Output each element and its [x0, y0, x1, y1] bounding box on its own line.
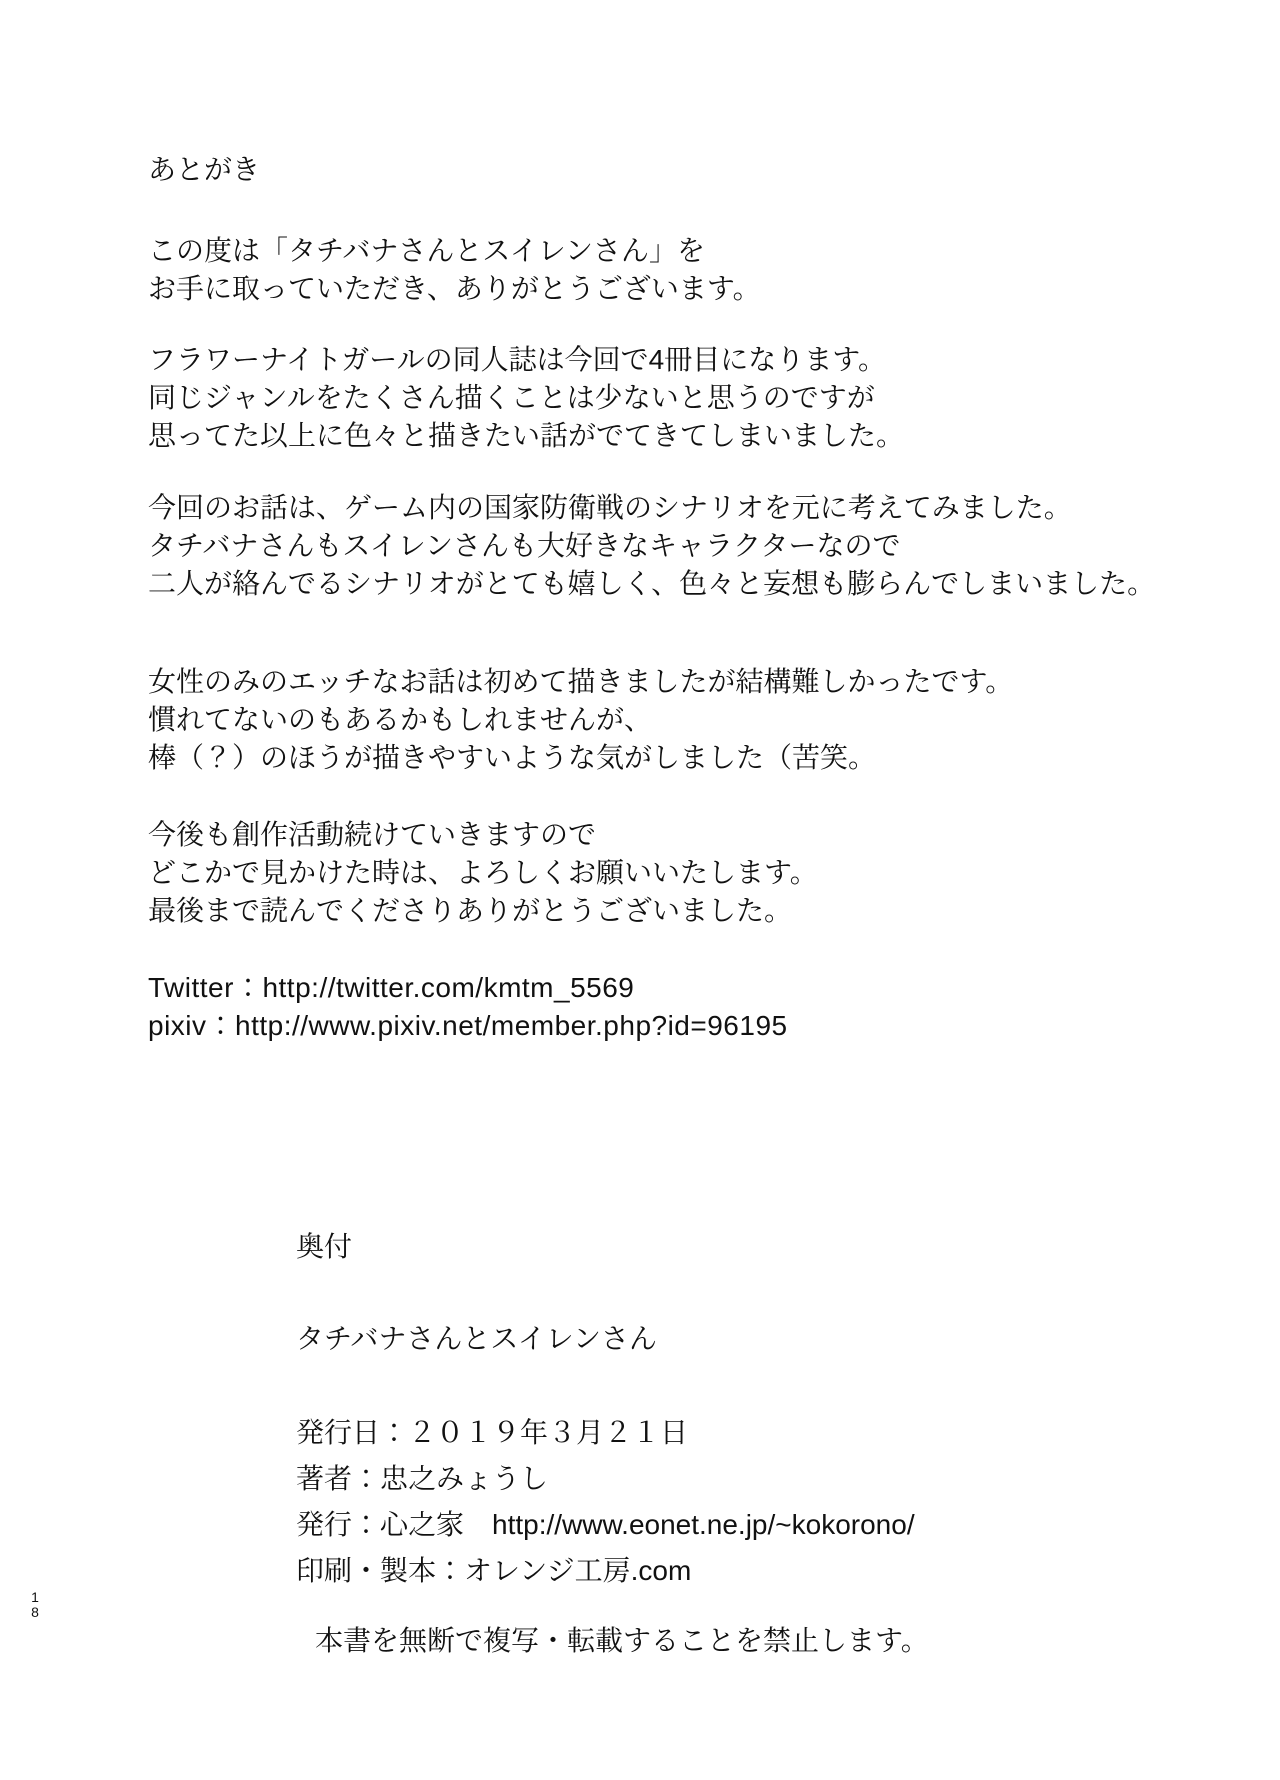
- text-line: フラワーナイトガールの同人誌は今回で4冊目になります。: [148, 344, 886, 375]
- publish-date-line: 発行日：２０１９年３月２１日: [296, 1417, 689, 1448]
- text-line: 慣れてないのもあるかもしれませんが、: [148, 704, 653, 735]
- text-line: タチバナさんもスイレンさんも大好きなキャラクターなので: [148, 530, 901, 561]
- text-line: お手に取っていただき、ありがとうございます。: [148, 273, 761, 304]
- printing-line: 印刷・製本：オレンジ工房.com: [296, 1555, 692, 1586]
- text-line: 最後まで読んでくださりありがとうございました。: [148, 895, 793, 926]
- text-line: 今後も創作活動続けていきますので: [148, 819, 597, 850]
- afterword-paragraph-4: [148, 663, 1155, 777]
- page-number: 18: [31, 1589, 39, 1620]
- twitter-url-text: Twitter：http://twitter.com/kmtm_5569: [148, 972, 635, 1003]
- author-line: 著者：忠之みょうし: [296, 1463, 549, 1494]
- afterword-paragraph-5: [148, 816, 1155, 930]
- text-line: 思ってた以上に色々と描きたい話がでてきてしまいました。: [148, 420, 905, 451]
- text-line: この度は「タチバナさんとスイレンさん」を: [148, 235, 706, 266]
- text-line: 二人が絡んでるシナリオがとても嬉しく、色々と妄想も膨らんでしまいました。: [148, 568, 1156, 599]
- afterword-section: [148, 151, 1155, 1045]
- text-line: 今回のお話は、ゲーム内の国家防衛戦のシナリオを元に考えてみました。: [148, 492, 1072, 523]
- afterword-paragraph-3: [148, 489, 1155, 603]
- colophon-section: [296, 1228, 929, 1660]
- contact-links: [148, 969, 1155, 1045]
- text-line: 棒（？）のほうが描きやすいような気がしました（苦笑。: [148, 742, 877, 773]
- text-line: 同じジャンルをたくさん描くことは少ないと思うのですが: [148, 382, 875, 413]
- afterword-paragraph-1: [148, 232, 1155, 308]
- afterword-heading: あとがき: [148, 154, 261, 185]
- pixiv-url-text: pixiv：http://www.pixiv.net/member.php?id=96195: [148, 1010, 788, 1041]
- copyright-notice: 本書を無断で複写・転載することを禁止します。: [315, 1625, 929, 1656]
- publisher-line: 発行：心之家 http://www.eonet.ne.jp/~kokorono/: [296, 1509, 915, 1540]
- book-title: タチバナさんとスイレンさん: [296, 1323, 658, 1354]
- text-line: 女性のみのエッチなお話は初めて描きましたが結構難しかったです。: [148, 666, 1014, 697]
- afterword-paragraph-2: [148, 341, 1155, 455]
- colophon-heading: 奥付: [296, 1231, 353, 1262]
- colophon-details: [296, 1410, 929, 1594]
- text-line: どこかで見かけた時は、よろしくお願いいたします。: [148, 857, 818, 888]
